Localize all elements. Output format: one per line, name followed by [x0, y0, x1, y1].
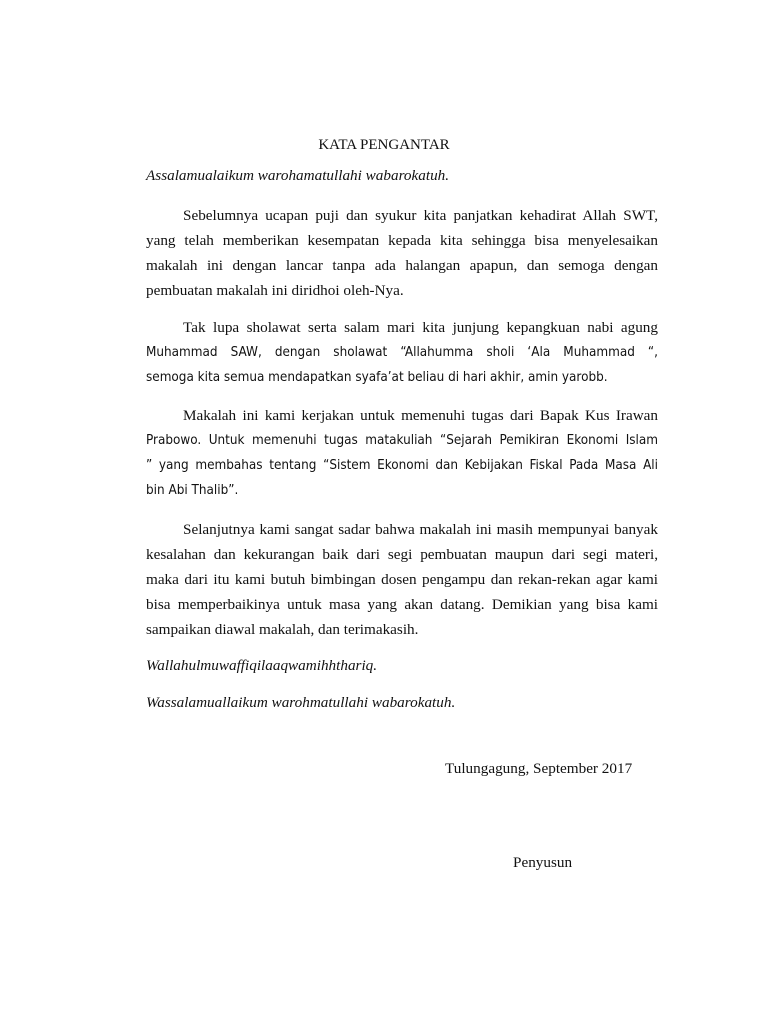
paragraph-line: bin Abi Thalib”. [146, 483, 239, 498]
paragraph-2 [146, 315, 658, 390]
closing-prayer: Wallahulmuwaffiqilaaqwamihhthariq. [146, 657, 378, 674]
paragraph-line: ” yang membahas tentang “Sistem Ekonomi dan Kebijakan Fiskal Pada Masa Ali [146, 458, 658, 473]
place-date: Tulungagung, September 2017 [445, 760, 633, 777]
paragraph-4 [146, 517, 658, 642]
paragraph-line: Prabowo. Untuk memenuhi tugas matakuliah “Sejarah Pemikiran Ekonomi Islam [146, 433, 658, 448]
paragraph-line: yang telah memberikan kesempatan kepada kita sehingga bisa menyelesaikan [146, 232, 658, 249]
closing-greeting: Wassalamuallaikum warohmatullahi wabarokatuh. [146, 694, 456, 711]
page-title: KATA PENGANTAR [318, 137, 450, 153]
paragraph-line: Sebelumnya ucapan puji dan syukur kita panjatkan kehadirat Allah SWT, [183, 207, 658, 224]
paragraph-line: kesalahan dan kekurangan baik dari segi pembuatan maupun dari segi materi, [146, 546, 658, 563]
paragraph-line: bisa memperbaikinya untuk masa yang akan datang. Demikian yang bisa kami [146, 596, 658, 613]
paragraph-line: pembuatan makalah ini diridhoi oleh-Nya. [146, 282, 404, 299]
signature-label: Penyusun [513, 854, 573, 871]
paragraph-3 [146, 403, 658, 503]
paragraph-line: Muhammad SAW, dengan sholawat “Allahumma sholi ‘Ala Muhammad “, [146, 345, 658, 360]
paragraph-line: Makalah ini kami kerjakan untuk memenuhi tugas dari Bapak Kus Irawan [183, 407, 658, 424]
paragraph-line: semoga kita semua mendapatkan syafa’at beliau di hari akhir, amin yarobb. [146, 370, 608, 385]
paragraph-1 [146, 203, 658, 303]
paragraph-line: makalah ini dengan lancar tanpa ada halangan apapun, dan semoga dengan [146, 257, 658, 274]
opening-greeting: Assalamualaikum warohamatullahi wabarokatuh. [146, 167, 450, 184]
paragraph-line: maka dari itu kami butuh bimbingan dosen pengampu dan rekan-rekan agar kami [146, 571, 658, 588]
paragraph-line: sampaikan diawal makalah, dan terimakasih. [146, 621, 419, 638]
paragraph-line: Tak lupa sholawat serta salam mari kita junjung kepangkuan nabi agung [183, 319, 658, 336]
paragraph-line: Selanjutnya kami sangat sadar bahwa makalah ini masih mempunyai banyak [183, 521, 658, 538]
